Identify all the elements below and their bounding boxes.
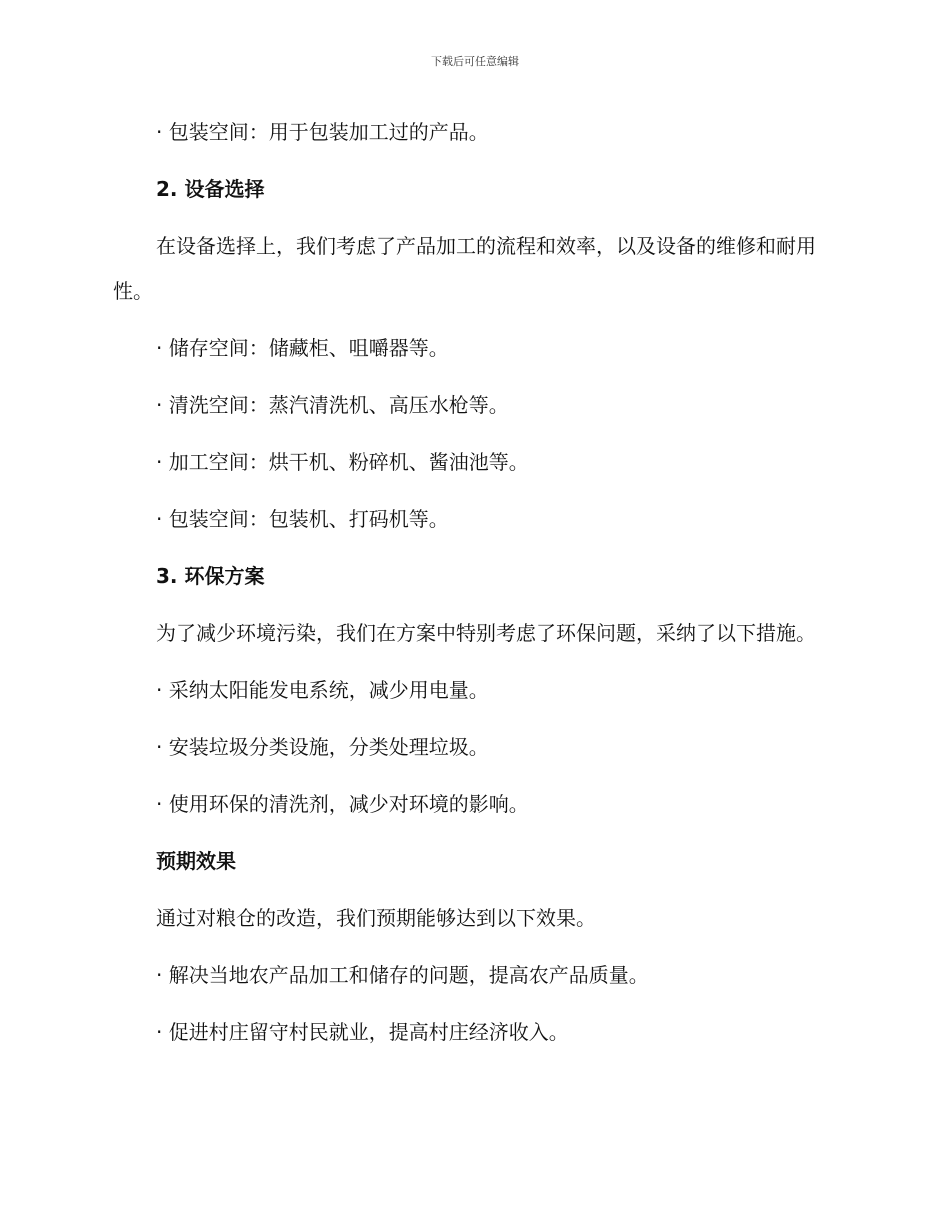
heading-equipment-selection: 2. 设备选择 <box>156 177 265 201</box>
paragraph-equipment-intro: 在设备选择上，我们考虑了产品加工的流程和效率，以及设备的维修和耐用性。 <box>113 234 816 303</box>
bullet-waste-sorting: · 安装垃圾分类设施，分类处理垃圾。 <box>156 735 489 759</box>
bullet-eco-cleaner: · 使用环保的清洗剂，减少对环境的影响。 <box>156 792 529 816</box>
bullet-solar-power: · 采纳太阳能发电系统，减少用电量。 <box>156 678 489 702</box>
bullet-storage-equipment: · 储存空间：储藏柜、咀嚼器等。 <box>156 336 449 360</box>
paragraph-expected-intro: 通过对粮仓的改造，我们预期能够达到以下效果。 <box>156 906 596 930</box>
bullet-packaging-equipment: · 包装空间：包装机、打码机等。 <box>156 507 449 531</box>
bullet-cleaning-equipment: · 清洗空间：蒸汽清洗机、高压水枪等。 <box>156 393 509 417</box>
heading-expected-results: 预期效果 <box>156 849 236 873</box>
document-body <box>113 110 833 1067</box>
bullet-package-space-purpose: · 包装空间：用于包装加工过的产品。 <box>156 120 489 144</box>
heading-environmental-plan: 3. 环保方案 <box>156 564 265 588</box>
page-header: 下载后可任意编辑 <box>431 55 519 68</box>
bullet-processing-equipment: · 加工空间：烘干机、粉碎机、酱油池等。 <box>156 450 529 474</box>
bullet-promote-employment: · 促进村庄留守村民就业，提高村庄经济收入。 <box>156 1020 569 1044</box>
paragraph-environment-intro: 为了减少环境污染，我们在方案中特别考虑了环保问题，采纳了以下措施。 <box>156 621 816 645</box>
bullet-solve-processing-storage: · 解决当地农产品加工和储存的问题，提高农产品质量。 <box>156 963 649 987</box>
